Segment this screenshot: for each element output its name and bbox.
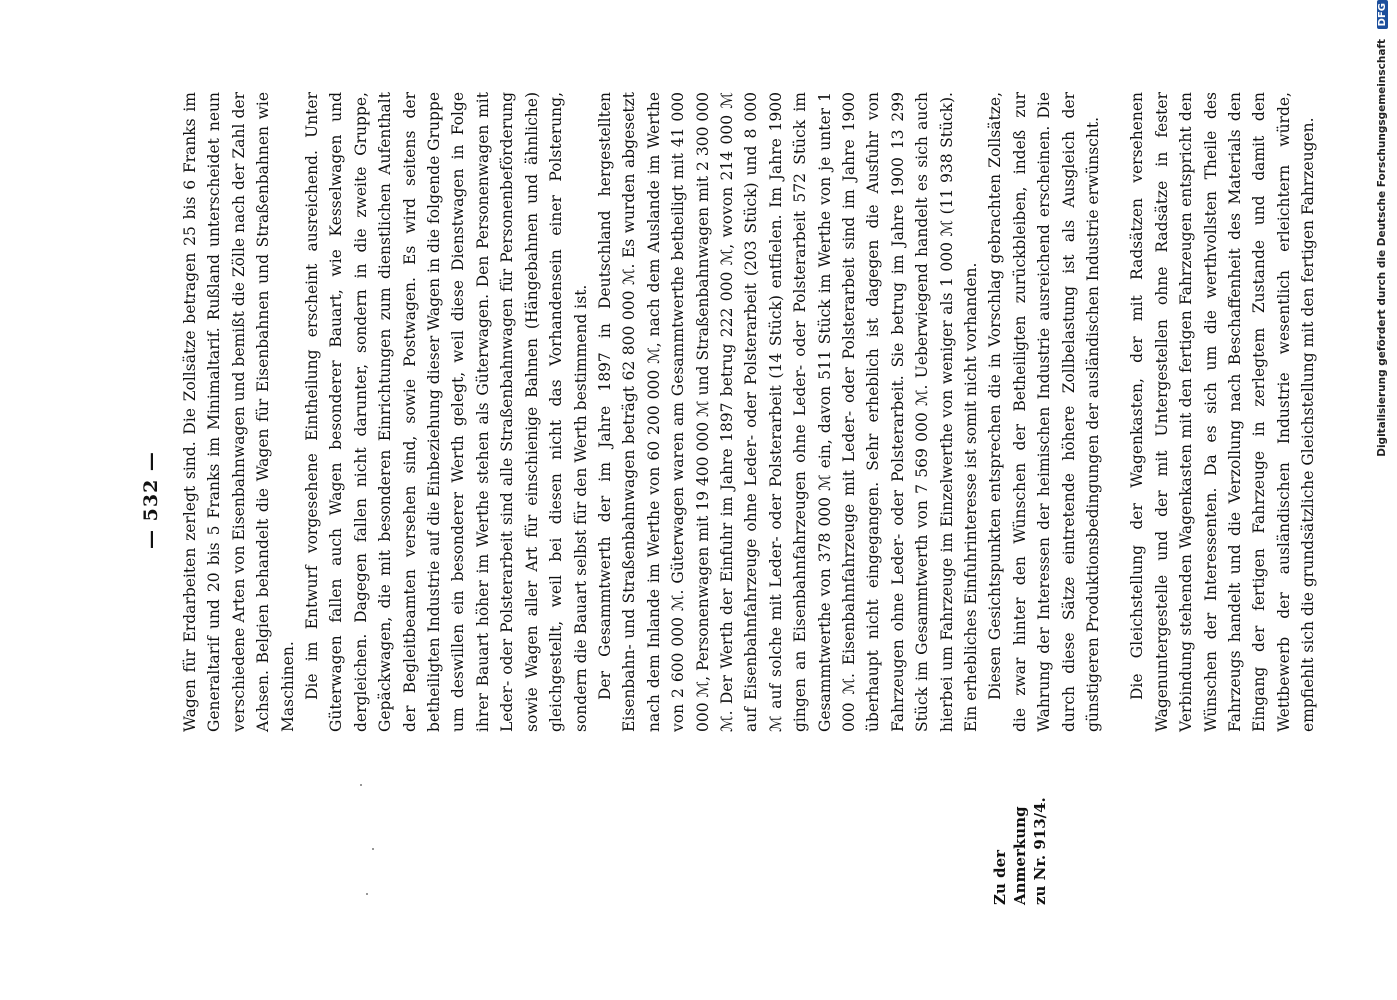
dfg-logo: DFG: [1377, 0, 1388, 29]
margin-note-line-2: zu Nr. 913/4.: [1031, 797, 1049, 905]
paragraph-1: Wagen für Erdarbeiten zerlegt sind. Die Zollsätze betragen 25 bis 6 Franks im Generaltarif und 20 bis 5 Franks im Minimaltarif. Rußland unterscheidet neun verschiedene Arten von Eisenbahnwagen und bemißt die Zölle nach der Zahl der Achsen. Belgien behandelt die Wagen für Eisenbahnen und Straßenbahnen wie Maschinen.: [181, 92, 297, 732]
paragraph-2: Die im Entwurf vorgesehene Eintheilung erscheint ausreichend. Unter Güterwagen fallen auch Wagen besonderer Bauart, wie Kesselwagen und dergleichen. Dagegen fallen nicht darunter, sondern in die zweite Gruppe, Gepäckwagen, die mit besonderen Einrichtungen zum dienstlichen Aufenthalt der Begleitbeamten versehen sind, sowie Postwagen. Es wird seitens der betheiligten Industrie auf die Einbeziehung dieser Wagen in die folgende Gruppe um deswillen ein besonderer Werth gelegt, weil diese Dienstwagen in Folge ihrer Bauart höher im Werthe stehen als Güterwagen. Den Personenwagen mit Leder- oder Polsterarbeit sind alle Straßenbahnwagen für Personenbeförderung sowie Wagen aller Art für einschienige Bahnen (Hängebahnen und ähnliche) gleichgestellt, weil bei diesen nicht das Vorhandensein einer Polsterung, sondern die Bauart selbst für den Werth bestimmend ist.: [303, 92, 590, 732]
scan-speck: [366, 893, 368, 895]
margin-note: [990, 770, 1050, 905]
credit-text: Digitalisierung gefördert durch die Deutsche Forschungsgemeinschaft: [1376, 39, 1388, 457]
scan-speck: [360, 784, 362, 786]
scan-speck: [372, 848, 374, 850]
paragraph-5: Die Gleichstellung der Wagenkasten, der mit Radsätzen versehenen Wagenuntergestelle und der mit Untergestellen ohne Radsätze in fester Verbindung stehenden Wagenkasten mit den fertigen Fahrzeugen entspricht den Wünschen der Interessenten. Da es sich um die werthvollsten Theile des Fahrzeugs handelt und die Verzollung nach Beschaffenheit des Materials den Eingang der fertigen Fahrzeuge in zerlegtem Zustande und damit den Wettbewerb der ausländischen Industrie wesentlich erleichtern würde, empfiehlt sich die grundsätzliche Gleichstellung mit den fertigen Fahrzeugen.: [1128, 92, 1318, 732]
body-text: [178, 92, 1321, 732]
page-number: — 532 —: [140, 451, 162, 549]
digitization-credit: [1376, 0, 1388, 700]
paragraph-3: Der Gesammtwerth der im Jahre 1897 in Deutschland hergestellten Eisenbahn- und Straßenbahnwagen beträgt 62 800 000 ℳ. Es wurden abgesetzt nach dem Inlande im Werthe von 60 200 000 ℳ, nach dem Auslande im Werthe von 2 600 000 ℳ. Güterwagen waren am Gesammtwerthe betheiligt mit 41 000 000 ℳ, Personenwagen mit 19 400 000 ℳ und Straßenbahnwagen mit 2 300 000 ℳ. Der Werth der Einfuhr im Jahre 1897 betrug 222 000 ℳ, wovon 214 000 ℳ auf Eisenbahnfahrzeuge ohne Leder- oder Polsterarbeit (203 Stück) und 8 000 ℳ auf solche mit Leder- oder Polsterarbeit (14 Stück) entfielen. Im Jahre 1900 gingen an Eisenbahnfahrzeugen ohne Leder- oder Polsterarbeit 572 Stück im Gesammtwerthe von 378 000 ℳ ein, davon 511 Stück im Werthe von je unter 1 000 ℳ. Eisenbahnfahrzeuge mit Leder- oder Polsterarbeit sind im Jahre 1900 überhaupt nicht eingegangen. Sehr erheblich ist dagegen die Ausfuhr von Fahrzeugen ohne Leder- oder Polsterarbeit. Sie betrug im Jahre 1900 13 299 Stück im Gesammtwerth von 7 569 000 ℳ. Ueberwiegend handelt es sich auch hierbei um Fahrzeuge im Einzelwerthe von weniger als 1 000 ℳ (11 938 Stück). Ein erhebliches Einfuhrinteresse ist somit nicht vorhanden.: [595, 92, 980, 732]
margin-note-line-1: Zu der Anmerkung: [991, 806, 1029, 905]
paragraph-4: Diesen Gesichtspunkten entsprechen die in Vorschlag gebrachten Zollsätze, die zwar hinter den Wünschen der Betheiligten zurückbleiben, indeß zur Wahrung der Interessen der heimischen Industrie ausreichend erscheinen. Die durch diese Sätze eintretende höhere Zollbelastung ist als Ausgleich der günstigeren Produktionsbedingungen der ausländischen Industrie erwünscht.: [986, 92, 1103, 732]
